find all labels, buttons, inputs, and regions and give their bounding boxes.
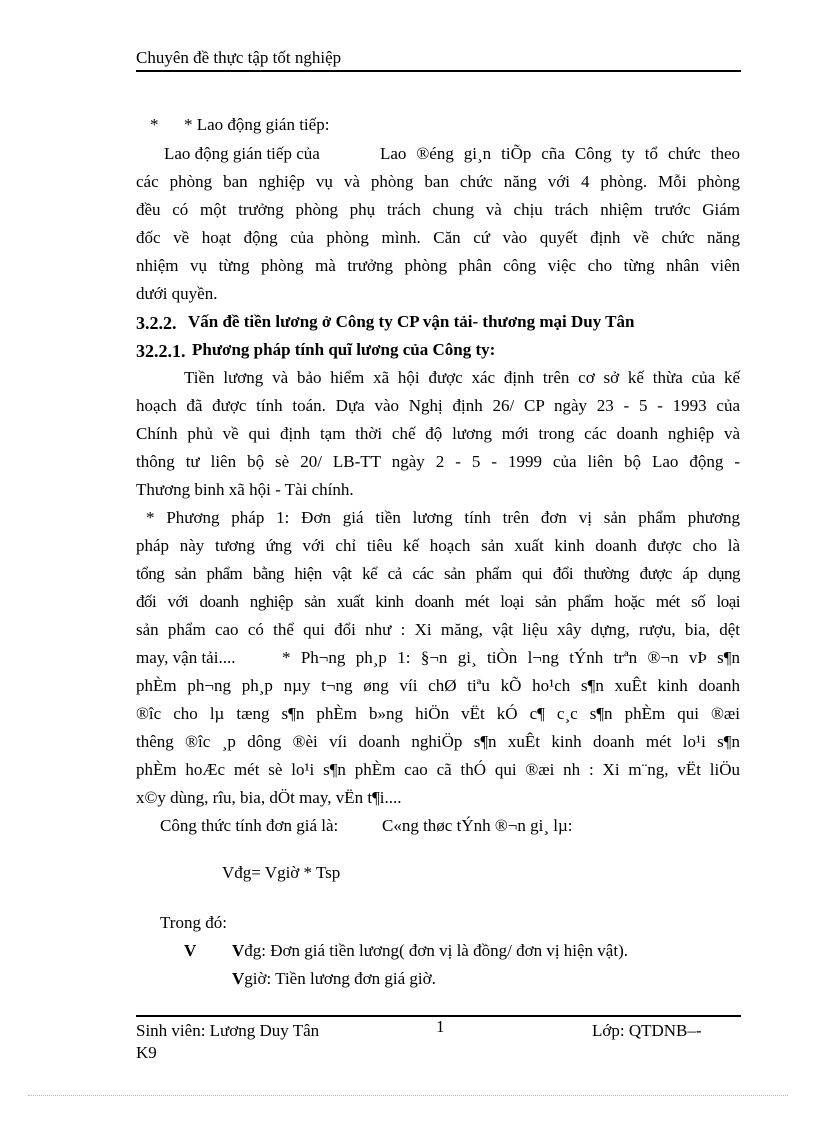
paragraph-line: sản phẩm cao có thể qui đổi như : Xi măng, vật liệu xây dựng, rượu, bia, dệt bbox=[136, 620, 740, 639]
paragraph-line-garbled: ®îc cho lµ tæng s¶n phÈm b»ng hiÖn vËt kÓ c¶ c¸c s¶n phÈm qui ®æi bbox=[136, 704, 740, 723]
paragraph-line: thông tư liên bộ sè 20/ LB-TT ngày 2 - 5 - 1999 của liên bộ Lao động - bbox=[136, 452, 740, 471]
section-heading-salary: Vấn đề tiền lương ở Công ty CP vận tải- thương mại Duy Tân bbox=[188, 312, 635, 331]
list-marker: V bbox=[184, 941, 197, 960]
footer-class: Lớp: QTDNB–- bbox=[592, 1021, 702, 1040]
subheading-number: 32.2.1. bbox=[136, 341, 186, 361]
definition-text: đg: Đơn giá tiền lương( đơn vị là đồng/ đơn vị hiện vật). bbox=[244, 941, 628, 960]
paragraph-line-garbled: phÈm hoÆc mét sè lo¹i s¶n phÈm cao cã thÓ qui ®æi nh : Xi m¨ng, vËt liÖu bbox=[136, 760, 740, 779]
page-header-title: Chuyên đề thực tập tốt nghiệp bbox=[136, 48, 342, 67]
paragraph-line: dưới quyền. bbox=[136, 284, 218, 303]
paragraph-line: * Phương pháp 1: Đơn giá tiền lương tính trên đơn vị sản phẩm phương bbox=[146, 508, 740, 527]
paragraph-line-garbled: Lao ®éng gi¸n tiÕp cña Công ty tổ chức theo bbox=[380, 144, 740, 163]
page-number: 1 bbox=[436, 1017, 445, 1036]
paragraph-line: Chính phủ về qui định tạm thời chế độ lương mới trong các doanh nghiệp và bbox=[136, 424, 740, 443]
paragraph-line: may, vận tải.... bbox=[136, 648, 236, 667]
paragraph-line: các phòng ban nghiệp vụ và phòng ban chức năng với 4 phòng. Mỗi phòng bbox=[136, 172, 740, 191]
paragraph-line-garbled: thêng ®îc ¸p dông ®èi víi doanh nghiÖp s¶n xuÊt kinh doanh mét lo¹i s¶n bbox=[136, 732, 740, 751]
definition-vgio bbox=[232, 968, 436, 990]
paragraph-line-garbled: * Ph¬ng ph¸p 1: §¬n gi¸ tiÒn l¬ng tÝnh trªn ®¬n vÞ s¶n bbox=[282, 648, 740, 667]
paragraph-line: Lao động gián tiếp của bbox=[164, 144, 320, 163]
subsection-heading-salary-fund: Phương pháp tính quĩ lương của Công ty: bbox=[192, 340, 496, 359]
paragraph-line: đốc về hoạt động của phòng mình. Căn cứ vào quyết định về chức năng bbox=[136, 228, 740, 247]
formula: Vđg= Vgiờ * Tsp bbox=[222, 863, 341, 882]
footer-class-suffix: K9 bbox=[136, 1043, 157, 1062]
formula-intro-garbled: C«ng thøc tÝnh ®¬n gi¸ lµ: bbox=[382, 816, 573, 835]
page-bottom-border bbox=[28, 1095, 788, 1096]
paragraph-line: nhiệm vụ từng phòng mà trưởng phòng phân công việc cho từng nhân viên bbox=[136, 256, 740, 275]
definition-symbol: V bbox=[232, 941, 245, 960]
paragraph-line: tổng sản phẩm bằng hiện vật kể cả các sản phẩm qui đổi thường được áp dụng bbox=[136, 564, 740, 583]
definition-text: giờ: Tiền lương đơn giá giờ. bbox=[244, 969, 436, 988]
where-label: Trong đó: bbox=[160, 913, 227, 932]
paragraph-line: pháp này tương ứng với chỉ tiêu kế hoạch sản xuất kinh doanh được cho là bbox=[136, 536, 740, 555]
section-label-indirect-labor: * Lao động gián tiếp: bbox=[184, 115, 330, 134]
paragraph-line: Thương binh xã hội - Tài chính. bbox=[136, 480, 354, 499]
paragraph-line-garbled: phÈm ph¬ng ph¸p nµy t¬ng øng víi chØ tiªu kÕ ho¹ch s¶n xuÊt kinh doanh bbox=[136, 676, 740, 695]
footer-student: Sinh viên: Lương Duy Tân bbox=[136, 1021, 320, 1040]
heading-number: 3.2.2. bbox=[136, 313, 177, 333]
formula-intro: Công thức tính đơn giá là: bbox=[160, 816, 339, 835]
header-divider bbox=[136, 70, 741, 72]
definition-symbol: V bbox=[232, 969, 245, 988]
paragraph-line-garbled: x©y dùng, rîu, bia, dÖt may, vËn t¶i.... bbox=[136, 788, 402, 807]
paragraph-line: đều có một trưởng phòng phụ trách chung và chịu trách nhiệm trước Giám bbox=[136, 200, 740, 219]
paragraph-line: hoạch đã được tính toán. Dựa vào Nghị định 26/ CP ngày 23 - 5 - 1993 của bbox=[136, 396, 740, 415]
bullet-marker: * bbox=[150, 115, 159, 134]
paragraph-line: Tiền lương và bảo hiểm xã hội được xác định trên cơ sở kế thừa của kế bbox=[184, 368, 740, 387]
definition-vdg bbox=[232, 940, 628, 962]
paragraph-line: đối với doanh nghiệp sản xuất kinh doanh mét loại sản phẩm hoặc mét số loại bbox=[136, 592, 740, 611]
